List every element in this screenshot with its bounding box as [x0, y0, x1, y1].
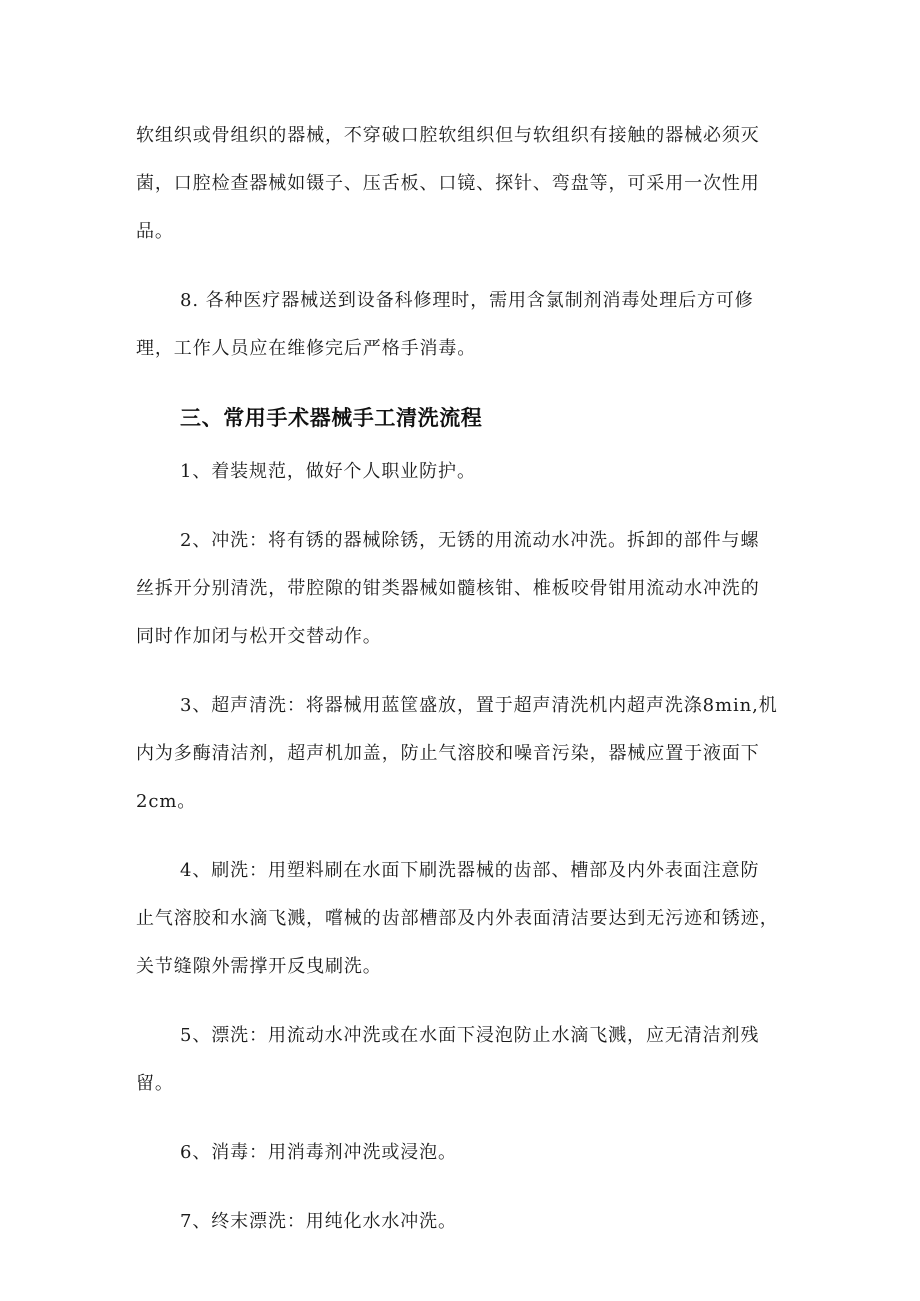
text-line: 4、刷洗：用塑料刷在水面下刷洗器械的齿部、槽部及内外表面注意防 [180, 860, 760, 881]
text-line: 内为多酶清洁剂，超声机加盖，防止气溶胶和噪音污染，器械应置于液面下 [136, 743, 760, 764]
text-line: 7、终末漂洗：用纯化水水冲洗。 [180, 1211, 457, 1232]
step-6 [136, 1129, 796, 1177]
text-line: 5、漂洗：用流动水冲洗或在水面下浸泡防止水滴飞溅，应无清洁剂残 [180, 1025, 760, 1046]
text-line: 止气溶胶和水滴飞溅，嚐械的齿部槽部及内外表面清洁要达到无污迹和锈迹， [136, 908, 779, 929]
section-heading: 三、常用手术器械手工清洗流程 [180, 406, 483, 430]
text-line: 2、冲洗：将有锈的器械除锈，无锈的用流动水冲洗。拆卸的部件与螺 [180, 530, 760, 551]
text-line: 8. 各种医疗器械送到设备科修理时，需用含氯制剂消毒处理后方可修 [180, 290, 754, 311]
document-body [136, 112, 796, 1267]
text-line: 软组织或骨组织的器械，不穿破口腔软组织但与软组织有接触的器械必须灭 [136, 125, 760, 146]
step-5 [136, 1012, 796, 1108]
text-line: 3、超声清洗：将器械用蓝筐盛放，置于超声清洗机内超声洗涤8min,机 [180, 695, 778, 716]
text-line: 同时作加闭与松开交替动作。 [136, 626, 382, 647]
text-line: 品。 [136, 221, 174, 242]
step-1 [136, 448, 796, 496]
step-7 [136, 1198, 796, 1246]
text-line: 丝拆开分别清洗，带腔隙的钳类器械如髓核钳、椎板咬骨钳用流动水冲洗的 [136, 578, 760, 599]
text-line: 关节缝隙外需撑开反曳刷洗。 [136, 956, 382, 977]
step-4 [136, 847, 796, 991]
text-line: 2cm。 [136, 791, 197, 812]
text-line: 留。 [136, 1073, 174, 1094]
paragraph-continuation [136, 112, 796, 256]
text-line: 理，工作人员应在维修完后严格手消毒。 [136, 338, 477, 359]
paragraph-item-8 [136, 277, 796, 373]
step-2 [136, 517, 796, 661]
text-line: 6、消毒：用消毒剂冲洗或浸泡。 [180, 1142, 457, 1163]
text-line: 菌，口腔检查器械如镊子、压舌板、口镜、探针、弯盘等，可采用一次性用 [136, 173, 760, 194]
text-line: 1、着装规范，做好个人职业防护。 [180, 461, 476, 482]
step-3 [136, 682, 796, 826]
